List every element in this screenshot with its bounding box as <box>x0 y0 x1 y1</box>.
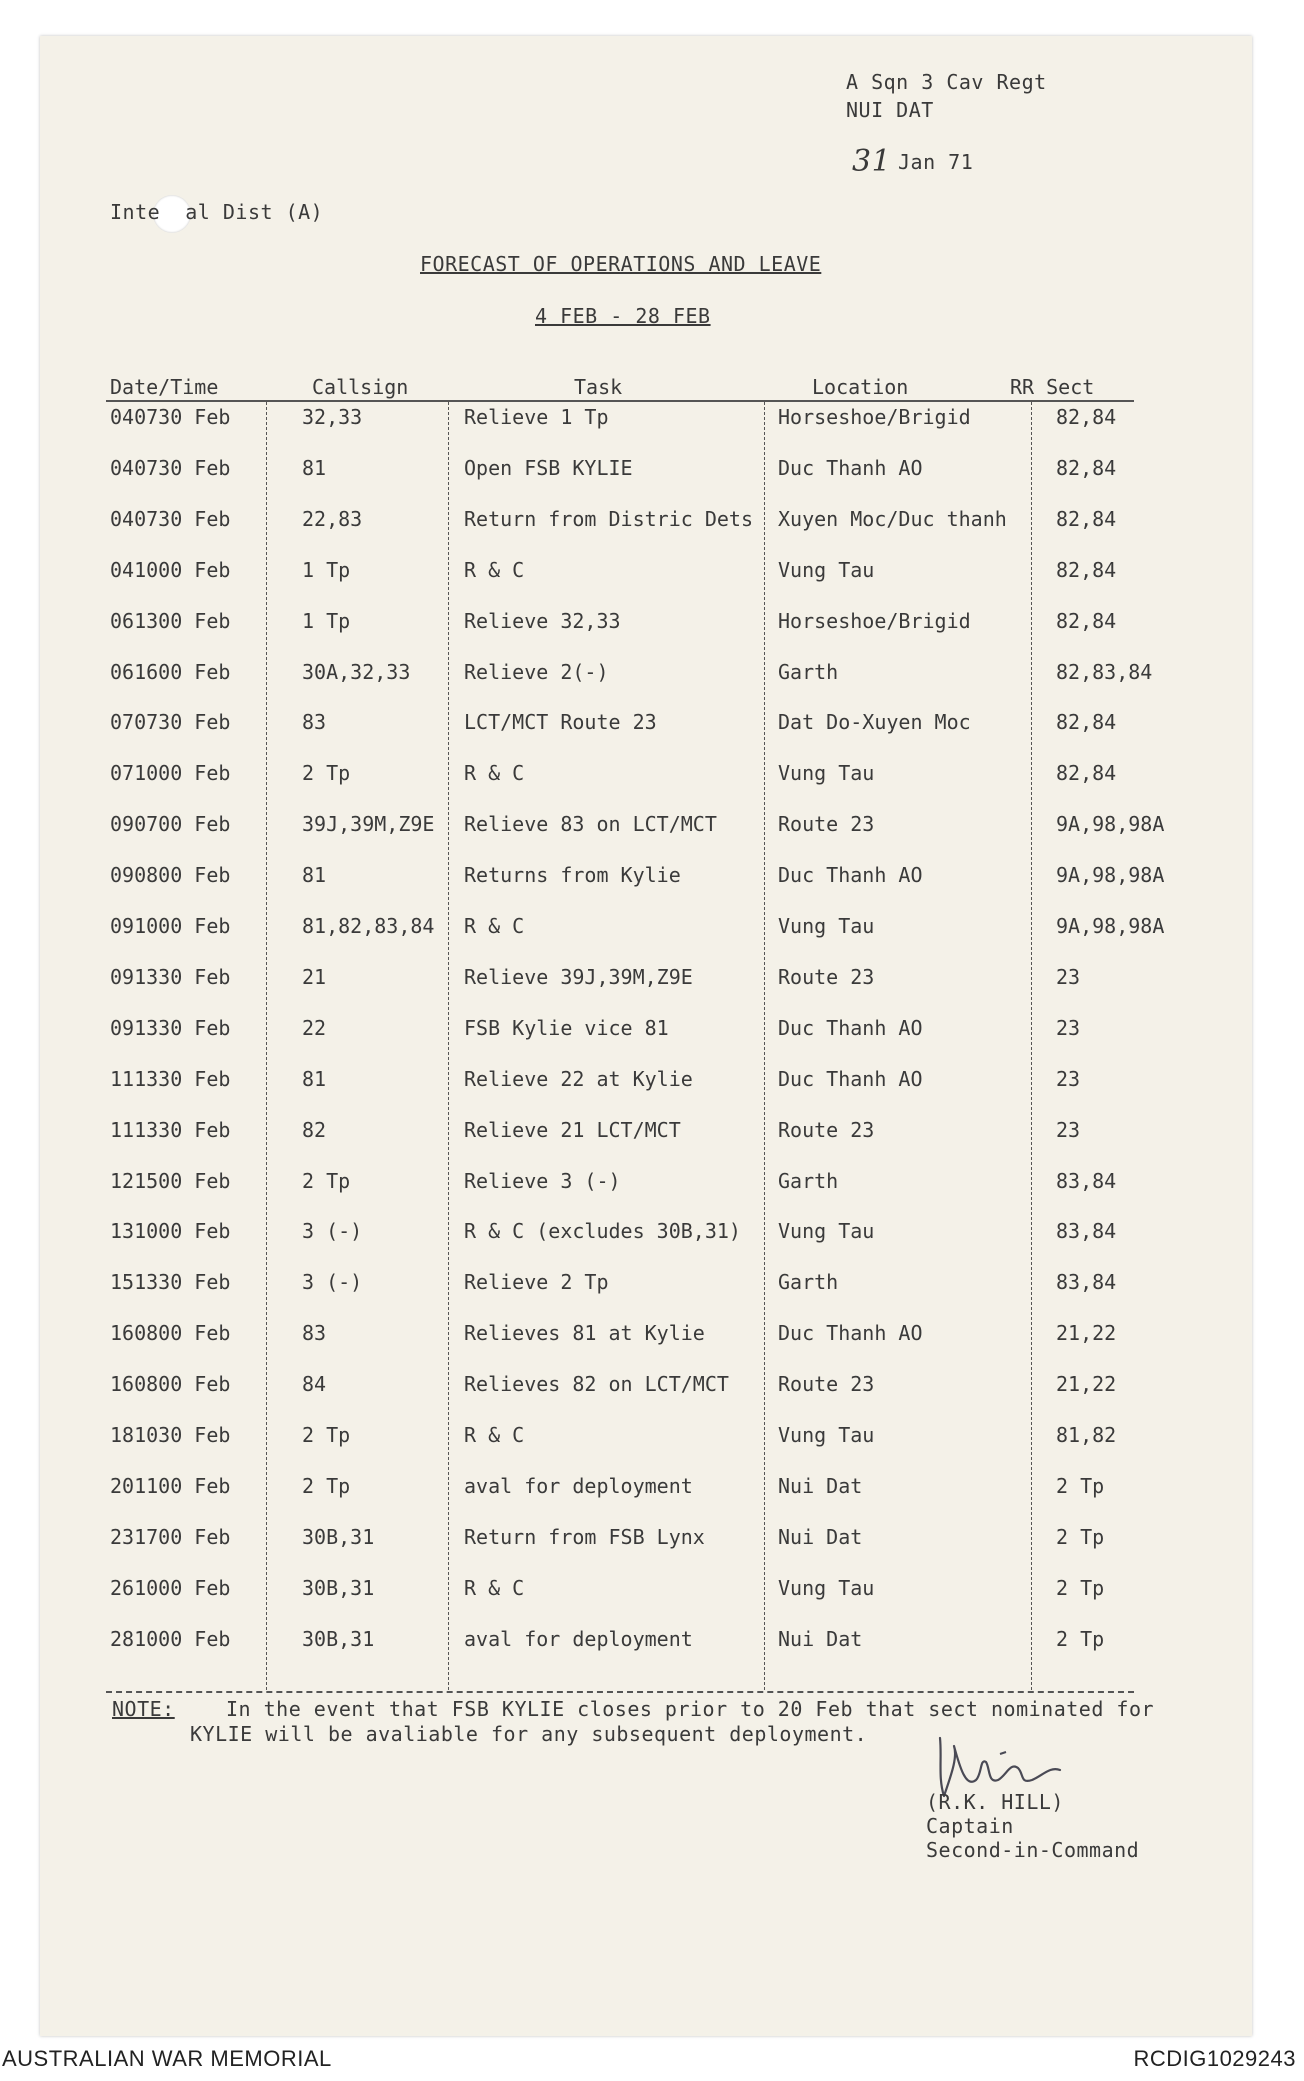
cell-location: Vung Tau <box>778 1423 875 1447</box>
cell-callsign: 84 <box>302 1372 327 1397</box>
cell-location: Route 23 <box>778 964 875 989</box>
cell-datetime: 040730 Feb <box>110 455 231 480</box>
cell-datetime: 090700 Feb <box>110 812 231 837</box>
table-row <box>106 1423 1134 1473</box>
cell-datetime: 281000 Feb <box>110 1626 231 1651</box>
cell-callsign: 1 Tp <box>302 608 351 633</box>
footer-record-id: RCDIG1029243 <box>1133 2046 1296 2071</box>
cell-rr-sect: 82,84 <box>1056 557 1117 582</box>
cell-callsign: 30B,31 <box>302 1626 375 1651</box>
table-row <box>106 405 1134 455</box>
cell-location: Vung Tau <box>778 761 875 786</box>
cell-location: Vung Tau <box>778 557 875 582</box>
cell-rr-sect: 23 <box>1056 1015 1081 1040</box>
cell-rr-sect: 2 Tp <box>1056 1575 1105 1600</box>
cell-datetime: 261000 Feb <box>110 1575 231 1600</box>
cell-rr-sect: 9A,98,98A <box>1056 914 1165 938</box>
table-row <box>106 710 1134 760</box>
table-row <box>106 914 1165 964</box>
cell-rr-sect: 82,84 <box>1056 455 1117 480</box>
cell-rr-sect: 21,22 <box>1056 1372 1117 1397</box>
cell-rr-sect: 9A,98,98A <box>1056 812 1165 837</box>
cell-rr-sect: 81,82 <box>1056 1423 1117 1447</box>
cell-rr-sect: 82,84 <box>1056 405 1117 429</box>
cell-rr-sect: 9A,98,98A <box>1056 863 1165 888</box>
cell-location: Route 23 <box>778 1117 875 1142</box>
table-row <box>106 965 1134 1015</box>
cell-location: Nui Dat <box>778 1524 863 1549</box>
cell-location: Vung Tau <box>778 1575 875 1600</box>
cell-task: Relieve 21 LCT/MCT <box>464 1117 681 1142</box>
table-row <box>106 812 1165 862</box>
cell-callsign: 2 Tp <box>302 1473 351 1498</box>
cell-task: Return from FSB Lynx <box>464 1524 705 1549</box>
cell-task: Relieve 32,33 <box>464 608 621 633</box>
table-row <box>106 609 1134 659</box>
header-rule <box>106 400 1134 402</box>
cell-callsign: 22,83 <box>302 506 363 531</box>
cell-location: Horseshoe/Brigid <box>778 608 971 633</box>
cell-datetime: 091000 Feb <box>110 914 231 938</box>
cell-datetime: 070730 Feb <box>110 710 231 735</box>
table-row <box>106 1270 1134 1320</box>
note-line-2: KYLIE will be avaliable for any subsequent deployment. <box>190 1722 868 1746</box>
cell-rr-sect: 82,83,84 <box>1056 659 1153 684</box>
signatory-rank: Captain <box>926 1814 1014 1838</box>
cell-rr-sect: 23 <box>1056 1117 1081 1142</box>
cell-task: Relieve 2 Tp <box>464 1270 609 1295</box>
cell-rr-sect: 82,84 <box>1056 761 1117 786</box>
cell-rr-sect: 83,84 <box>1056 1219 1117 1244</box>
cell-location: Duc Thanh AO <box>778 1321 923 1346</box>
cell-rr-sect: 83,84 <box>1056 1168 1117 1193</box>
unit-name: A Sqn 3 Cav Regt <box>846 70 1047 94</box>
cell-datetime: 091330 Feb <box>110 964 231 989</box>
table-row <box>106 1627 1134 1677</box>
cell-datetime: 061600 Feb <box>110 659 231 684</box>
cell-location: Dat Do-Xuyen Moc <box>778 710 971 735</box>
cell-location: Duc Thanh AO <box>778 1015 923 1040</box>
cell-datetime: 111330 Feb <box>110 1117 231 1142</box>
cell-location: Route 23 <box>778 812 875 837</box>
cell-callsign: 2 Tp <box>302 761 351 786</box>
cell-datetime: 181030 Feb <box>110 1423 231 1447</box>
cell-rr-sect: 21,22 <box>1056 1321 1117 1346</box>
cell-rr-sect: 2 Tp <box>1056 1626 1105 1651</box>
table-row <box>106 1016 1134 1066</box>
cell-rr-sect: 23 <box>1056 1066 1081 1091</box>
cell-location: Xuyen Moc/Duc thanh <box>778 506 1007 531</box>
distribution-line: Inte al Dist (A) <box>110 200 324 224</box>
cell-location: Garth <box>778 659 839 684</box>
cell-task: Relieves 81 at Kylie <box>464 1321 705 1346</box>
cell-rr-sect: 83,84 <box>1056 1270 1117 1295</box>
cell-task: Relieve 1 Tp <box>464 405 609 429</box>
table-row <box>106 1372 1134 1422</box>
cell-datetime: 160800 Feb <box>110 1372 231 1397</box>
cell-task: Return from Distric Dets <box>464 506 753 531</box>
cell-callsign: 22 <box>302 1015 327 1040</box>
cell-callsign: 81,82,83,84 <box>302 914 435 938</box>
col-header-callsign: Callsign <box>312 375 409 399</box>
cell-callsign: 32,33 <box>302 405 363 429</box>
cell-callsign: 82 <box>302 1117 327 1142</box>
cell-callsign: 30B,31 <box>302 1575 375 1600</box>
date-day-handwritten: 31 <box>852 144 892 179</box>
col-header-location: Location <box>812 375 909 399</box>
cell-task: R & C <box>464 557 525 582</box>
cell-datetime: 040730 Feb <box>110 405 231 429</box>
cell-location: Route 23 <box>778 1372 875 1397</box>
table-row <box>106 1219 1134 1269</box>
table-row <box>106 1576 1134 1626</box>
cell-location: Vung Tau <box>778 1219 875 1244</box>
cell-rr-sect: 82,84 <box>1056 710 1117 735</box>
cell-location: Nui Dat <box>778 1626 863 1651</box>
cell-task: R & C <box>464 1575 525 1600</box>
table-row <box>106 507 1134 557</box>
cell-datetime: 090800 Feb <box>110 863 231 888</box>
cell-datetime: 040730 Feb <box>110 506 231 531</box>
cell-task: Relieve 83 on LCT/MCT <box>464 812 717 837</box>
cell-callsign: 30A,32,33 <box>302 659 411 684</box>
cell-callsign: 83 <box>302 1321 327 1346</box>
table-row <box>106 761 1134 811</box>
cell-datetime: 160800 Feb <box>110 1321 231 1346</box>
table-row <box>106 659 1153 710</box>
cell-datetime: 231700 Feb <box>110 1524 231 1549</box>
cell-datetime: 151330 Feb <box>110 1270 231 1295</box>
table-row <box>106 1118 1134 1168</box>
cell-rr-sect: 2 Tp <box>1056 1524 1105 1549</box>
cell-callsign: 3 (-) <box>302 1270 363 1295</box>
cell-task: Returns from Kylie <box>464 863 681 888</box>
cell-datetime: 071000 Feb <box>110 761 231 786</box>
cell-rr-sect: 23 <box>1056 964 1081 989</box>
cell-task: Relieve 2(-) <box>464 659 609 684</box>
cell-task: FSB Kylie vice 81 <box>464 1015 669 1040</box>
cell-task: R & C <box>464 1423 525 1447</box>
cell-rr-sect: 82,84 <box>1056 506 1117 531</box>
table-row <box>106 1169 1134 1219</box>
cell-location: Duc Thanh AO <box>778 863 923 888</box>
cell-task: aval for deployment <box>464 1473 693 1498</box>
cell-datetime: 121500 Feb <box>110 1168 231 1193</box>
cell-location: Duc Thanh AO <box>778 455 923 480</box>
table-row <box>106 1525 1134 1575</box>
cell-datetime: 091330 Feb <box>110 1015 231 1040</box>
note-line-1: In the event that FSB KYLIE closes prior to 20 Feb that sect nominated for <box>226 1697 1155 1721</box>
col-header-datetime: Date/Time <box>110 375 219 399</box>
cell-location: Vung Tau <box>778 914 875 938</box>
col-header-rr-sect: RR Sect <box>1010 375 1095 399</box>
cell-datetime: 131000 Feb <box>110 1219 231 1244</box>
cell-task: LCT/MCT Route 23 <box>464 710 657 735</box>
signatory-role: Second-in-Command <box>926 1838 1140 1862</box>
cell-datetime: 041000 Feb <box>110 557 231 582</box>
table-row <box>106 1474 1134 1524</box>
signatory-name: (R.K. HILL) <box>926 1790 1064 1814</box>
date-month-year: Jan 71 <box>898 150 974 174</box>
cell-task: R & C <box>464 761 525 786</box>
cell-datetime: 111330 Feb <box>110 1066 231 1091</box>
cell-callsign: 2 Tp <box>302 1168 351 1193</box>
cell-callsign: 21 <box>302 964 327 989</box>
table-row <box>106 863 1165 913</box>
cell-callsign: 39J,39M,Z9E <box>302 812 435 837</box>
unit-location: NUI DAT <box>846 98 934 122</box>
cell-location: Garth <box>778 1168 839 1193</box>
cell-callsign: 81 <box>302 455 327 480</box>
cell-location: Nui Dat <box>778 1473 863 1498</box>
cell-task: Relieve 22 at Kylie <box>464 1066 693 1091</box>
table-row <box>106 1321 1134 1371</box>
cell-callsign: 83 <box>302 710 327 735</box>
cell-callsign: 81 <box>302 1066 327 1091</box>
cell-callsign: 30B,31 <box>302 1524 375 1549</box>
cell-location: Horseshoe/Brigid <box>778 405 971 429</box>
cell-rr-sect: 2 Tp <box>1056 1473 1105 1498</box>
cell-callsign: 2 Tp <box>302 1423 351 1447</box>
document-title: FORECAST OF OPERATIONS AND LEAVE <box>420 252 822 276</box>
table-row <box>106 558 1134 608</box>
cell-task: Relieves 82 on LCT/MCT <box>464 1372 729 1397</box>
cell-task: Relieve 3 (-) <box>464 1168 621 1193</box>
cell-callsign: 1 Tp <box>302 557 351 582</box>
cell-location: Duc Thanh AO <box>778 1066 923 1091</box>
cell-task: R & C <box>464 914 525 938</box>
cell-datetime: 201100 Feb <box>110 1473 231 1498</box>
col-header-task: Task <box>574 375 623 399</box>
table-bottom-rule <box>106 1691 1134 1693</box>
note-label: NOTE: <box>112 1697 175 1721</box>
cell-task: Open FSB KYLIE <box>464 455 633 480</box>
cell-task: R & C (excludes 30B,31) <box>464 1219 741 1244</box>
document-subtitle: 4 FEB - 28 FEB <box>535 304 711 328</box>
cell-task: Relieve 39J,39M,Z9E <box>464 964 693 989</box>
table-row <box>106 1067 1134 1117</box>
cell-location: Garth <box>778 1270 839 1295</box>
cell-rr-sect: 82,84 <box>1056 608 1117 633</box>
table-row <box>106 456 1134 506</box>
cell-callsign: 81 <box>302 863 327 888</box>
cell-datetime: 061300 Feb <box>110 608 231 633</box>
footer-institution: AUSTRALIAN WAR MEMORIAL <box>2 2046 332 2071</box>
cell-callsign: 3 (-) <box>302 1219 363 1244</box>
cell-task: aval for deployment <box>464 1626 693 1651</box>
